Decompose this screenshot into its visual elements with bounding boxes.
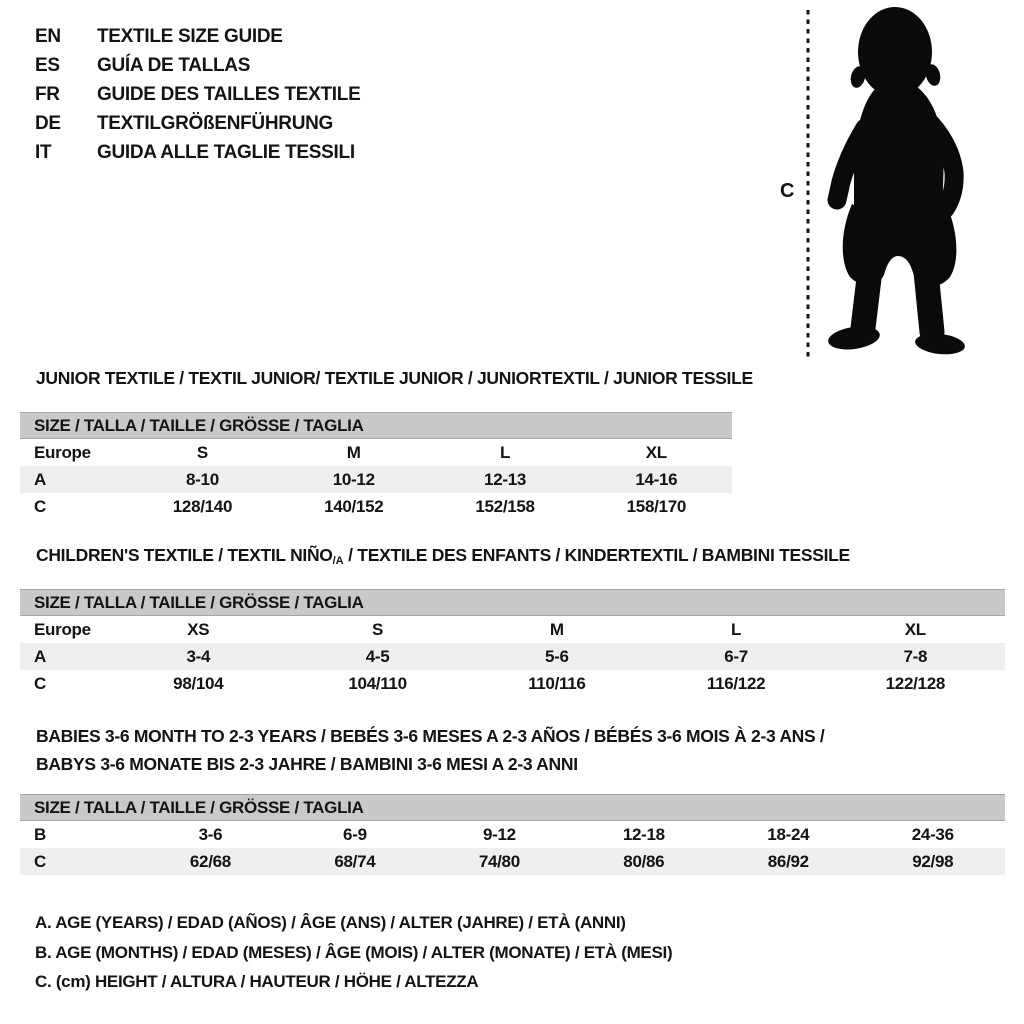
table-row-age-months [20, 821, 1005, 848]
babies-size-table [20, 794, 1005, 875]
language-code: DE [35, 113, 61, 134]
size-cell: XS [187, 620, 210, 639]
language-row-de [35, 109, 360, 138]
value-cell: 6-7 [724, 647, 748, 666]
children-heading-subscript: /A [332, 555, 344, 567]
babies-section-heading [36, 722, 825, 778]
value-cell: 12-18 [622, 825, 665, 844]
table-row-age [20, 643, 1005, 670]
row-label: C [34, 497, 46, 516]
value-cell: 62/68 [189, 852, 231, 871]
value-cell: 140/152 [324, 497, 384, 516]
value-cell: 98/104 [173, 674, 224, 693]
children-heading-suffix: / TEXTILE DES ENFANTS / KINDERTEXTIL / BAMBINI TESSILE [343, 545, 850, 565]
row-label: B [34, 825, 46, 844]
language-code: ES [35, 55, 60, 76]
height-measure-label: C [780, 180, 795, 202]
legend-line-a: A. AGE (YEARS) / EDAD (AÑOS) / ÂGE (ANS) / ALTER (JAHRE) / ETÀ (ANNI) [35, 913, 626, 932]
babies-heading-line1: BABIES 3-6 MONTH TO 2-3 YEARS / BEBÉS 3-6 MESES A 2-3 AÑOS / BÉBÉS 3-6 MOIS À 2-3 ANS / [36, 726, 825, 746]
value-cell: 86/92 [767, 852, 809, 871]
value-cell: 74/80 [478, 852, 520, 871]
size-cell: S [196, 443, 208, 462]
value-cell: 7-8 [903, 647, 928, 666]
table-header-band: SIZE / TALLA / TAILLE / GRÖSSE / TAGLIA [20, 589, 1005, 616]
value-cell: 9-12 [482, 825, 516, 844]
table-header-band: SIZE / TALLA / TAILLE / GRÖSSE / TAGLIA [20, 412, 732, 439]
height-measure-figure [778, 4, 1024, 364]
value-cell: 8-10 [186, 470, 219, 489]
language-title: TEXTILGRÖßENFÜHRUNG [97, 113, 334, 134]
value-cell: 14-16 [635, 470, 678, 489]
language-title: GUIDA ALLE TAGLIE TESSILI [97, 142, 355, 163]
table-row-age [20, 466, 732, 493]
row-label: C [34, 674, 46, 693]
children-section-heading [36, 545, 850, 567]
size-cell: S [372, 620, 384, 639]
language-row-fr [35, 80, 360, 109]
row-label: C [34, 852, 46, 871]
table-row-europe [20, 439, 732, 466]
language-title: GUÍA DE TALLAS [97, 55, 251, 76]
table-row-height [20, 848, 1005, 875]
language-title: GUIDE DES TAILLES TEXTILE [97, 84, 361, 105]
value-cell: 24-36 [911, 825, 954, 844]
language-title: TEXTILE SIZE GUIDE [97, 26, 283, 47]
value-cell: 122/128 [885, 674, 946, 693]
babies-heading-line2: BABYS 3-6 MONATE BIS 2-3 JAHRE / BAMBINI 3-6 MESI A 2-3 ANNI [36, 754, 578, 774]
size-cell: M [346, 443, 361, 462]
size-cell: L [731, 620, 742, 639]
size-cell: L [499, 443, 511, 462]
children-size-table [20, 589, 1005, 697]
legend-line-b: B. AGE (MONTHS) / EDAD (MESES) / ÂGE (MOIS) / ALTER (MONATE) / ETÀ (MESI) [35, 942, 673, 962]
legend-line-c: C. (cm) HEIGHT / ALTURA / HAUTEUR / HÖHE / ALTEZZA [35, 972, 479, 991]
size-cell: XL [645, 443, 667, 462]
language-title-list [35, 22, 360, 167]
table-header-band: SIZE / TALLA / TAILLE / GRÖSSE / TAGLIA [20, 794, 1005, 821]
language-row-en [35, 22, 360, 51]
value-cell: 10-12 [332, 470, 375, 489]
junior-section-heading: JUNIOR TEXTILE / TEXTIL JUNIOR/ TEXTILE JUNIOR / JUNIORTEXTIL / JUNIOR TESSILE [36, 368, 753, 388]
value-cell: 5-6 [544, 647, 569, 666]
table-row-height [20, 670, 1005, 697]
language-code: FR [35, 84, 60, 105]
language-row-it [35, 138, 360, 167]
value-cell: 3-4 [186, 647, 211, 666]
language-code: IT [35, 142, 52, 163]
table-row-height [20, 493, 732, 520]
value-cell: 12-13 [484, 470, 527, 489]
size-cell: M [549, 620, 564, 639]
value-cell: 158/170 [626, 497, 687, 516]
toddler-silhouette-icon [818, 4, 978, 356]
value-cell: 128/140 [172, 497, 233, 516]
measurement-legend [35, 908, 672, 997]
row-label: A [34, 470, 46, 489]
value-cell: 92/98 [912, 852, 954, 871]
row-label: A [34, 647, 46, 666]
size-cell: XL [904, 620, 926, 639]
language-row-es [35, 51, 360, 80]
table-row-europe [20, 616, 1005, 643]
value-cell: 80/86 [623, 852, 665, 871]
value-cell: 18-24 [767, 825, 810, 844]
value-cell: 110/116 [528, 674, 586, 693]
row-label: Europe [34, 443, 91, 462]
value-cell: 68/74 [334, 852, 376, 871]
height-measure-dashed-line [804, 8, 812, 360]
value-cell: 152/158 [475, 497, 535, 516]
value-cell: 4-5 [365, 647, 390, 666]
row-label: Europe [34, 620, 91, 639]
junior-size-table [20, 412, 732, 520]
value-cell: 3-6 [198, 825, 223, 844]
value-cell: 104/110 [348, 674, 407, 693]
value-cell: 116/122 [706, 674, 766, 693]
value-cell: 6-9 [343, 825, 367, 844]
children-heading-prefix: CHILDREN'S TEXTILE / TEXTIL NIÑO [36, 545, 333, 565]
language-code: EN [35, 26, 61, 47]
